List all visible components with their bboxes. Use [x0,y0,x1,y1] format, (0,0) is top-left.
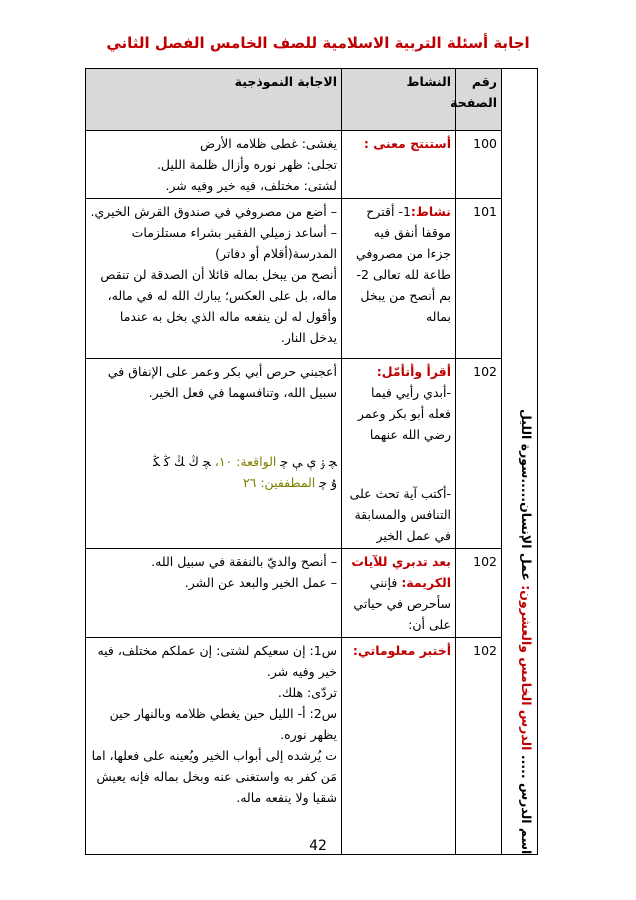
answer-line: يغشى: غطى ظلامه الأرض [200,136,337,151]
activity-cell [342,131,456,199]
lesson-title: الدرس الخامس والعشرون: [519,584,534,751]
sura-reference: الواقعة: ١٠، [214,454,277,469]
answer-line: أنصح من يبخل بماله قائلا أن الصدقة لن تنقص ماله، بل على العكس؛ يبارك الله له في ماله، وأقول له لن ينفعه ماله الذي بخل به عندما يدخل النار. [100,267,337,345]
page-number-cell: 102 [456,638,502,855]
table-row [86,638,538,855]
sura-reference: المطففين: ٢٦ [242,475,316,490]
activity-cell [342,199,456,359]
answer-cell [86,359,342,549]
activity-label: أستنتج معنى : [363,136,451,151]
answer-cell [86,131,342,199]
activity-text: 1- أقترح موقفا أنفق فيه جزءا من مصروفي طاعة لله تعالى 2-بم أنصح من يبخل بماله [356,204,451,324]
answer-cell [86,549,342,638]
activity-header: النشاط [342,69,456,131]
table-row [86,131,538,199]
page-number-cell: 102 [456,359,502,549]
activity-label: أقرأ وأتأمّل: [376,364,451,379]
activity-cell [342,359,456,549]
activity-text: فإنني سأحرص في حياتي على أن: [353,575,451,632]
answer-line: تردّى: هلك. [277,685,337,700]
activity-label: بعد تدبري للآيات الكريمة: [351,554,451,590]
answer-line: – أساعد زميلي الفقير بشراء مستلزمات المدرسة(أقلام أو دفاتر) [131,225,337,261]
page-title: اجابة أسئلة التربية الاسلامية للصف الخامس الفصل الثاني [106,34,530,52]
answer-line: س2: أ- الليل حين يغطي ظلامه وبالنهار حين يظهر نوره. [109,706,337,742]
lesson-name-cell: اسم الدرس ..... الدرس الخامس والعشرون: عمل الإنسان.....سورة الليل [502,69,538,855]
answer-line: – عمل الخير والبعد عن الشر. [184,575,337,590]
verse-text: ﯗ ﭼ [319,475,337,490]
answer-header: الاجابة النموذجية [86,69,342,131]
page-no-header: رقم الصفحة [456,69,502,131]
verse-line [90,451,337,472]
answer-cell [86,199,342,359]
answer-line: أعجبني حرص أبي بكر وعمر على الإنفاق في سبيل الله، وتنافسهما في فعل الخير. [107,364,337,400]
activity-text: -أبدي رأيي فيما فعله أبو بكر وعمر رضي الله عنهما [357,385,451,442]
verse-line [90,472,337,493]
answer-line: لشتى: مختلف، فيه خير وفيه شر. [165,178,337,193]
table-row [86,199,538,359]
activity-label: نشاط: [410,204,451,219]
lesson-suffix: عمل الإنسان.....سورة الليل [519,408,534,581]
lesson-name-header: اسم الدرس [519,782,534,854]
answer-line: تجلى: ظهر نوره وأزال ظلمة الليل. [156,157,337,172]
activity-text-2: -أكتب آية تحث على التنافس والمسابقة في عمل الخير [349,486,451,543]
answers-table [85,68,538,855]
table-row [86,549,538,638]
verse-text: ﭽ ﯣ ﯤ ﯥ ﭼ [280,454,337,469]
activity-label: أختبر معلوماتي: [352,643,451,658]
page-number-cell: 101 [456,199,502,359]
header-row [86,69,538,131]
answer-line: – أضع من مصروفي في صندوق القرش الخيري. [90,204,337,219]
table-row [86,359,538,549]
page-number-cell: 100 [456,131,502,199]
page-number-cell: 102 [456,549,502,638]
activity-cell [342,549,456,638]
page-number: 42 [309,838,327,854]
answer-cell [86,638,342,855]
activity-cell [342,638,456,855]
answer-line: س1: إن سعيكم لشتى: إن عملكم مختلف، فيه خير وفيه شر. [97,643,337,679]
answer-line: – أنصح والديّ بالنفقة في سبيل الله. [151,554,337,569]
answer-line: ت يُرشده إلى أبواب الخير ويُعينه على فعلها، اما مَن كفر به واستغنى عنه وبخل بماله فإنه يعيش شقيا ولا ينفعه ماله. [91,748,337,805]
verse-text: ﭽ ﯓ ﯔ ﯕ ﯖ [153,454,211,469]
